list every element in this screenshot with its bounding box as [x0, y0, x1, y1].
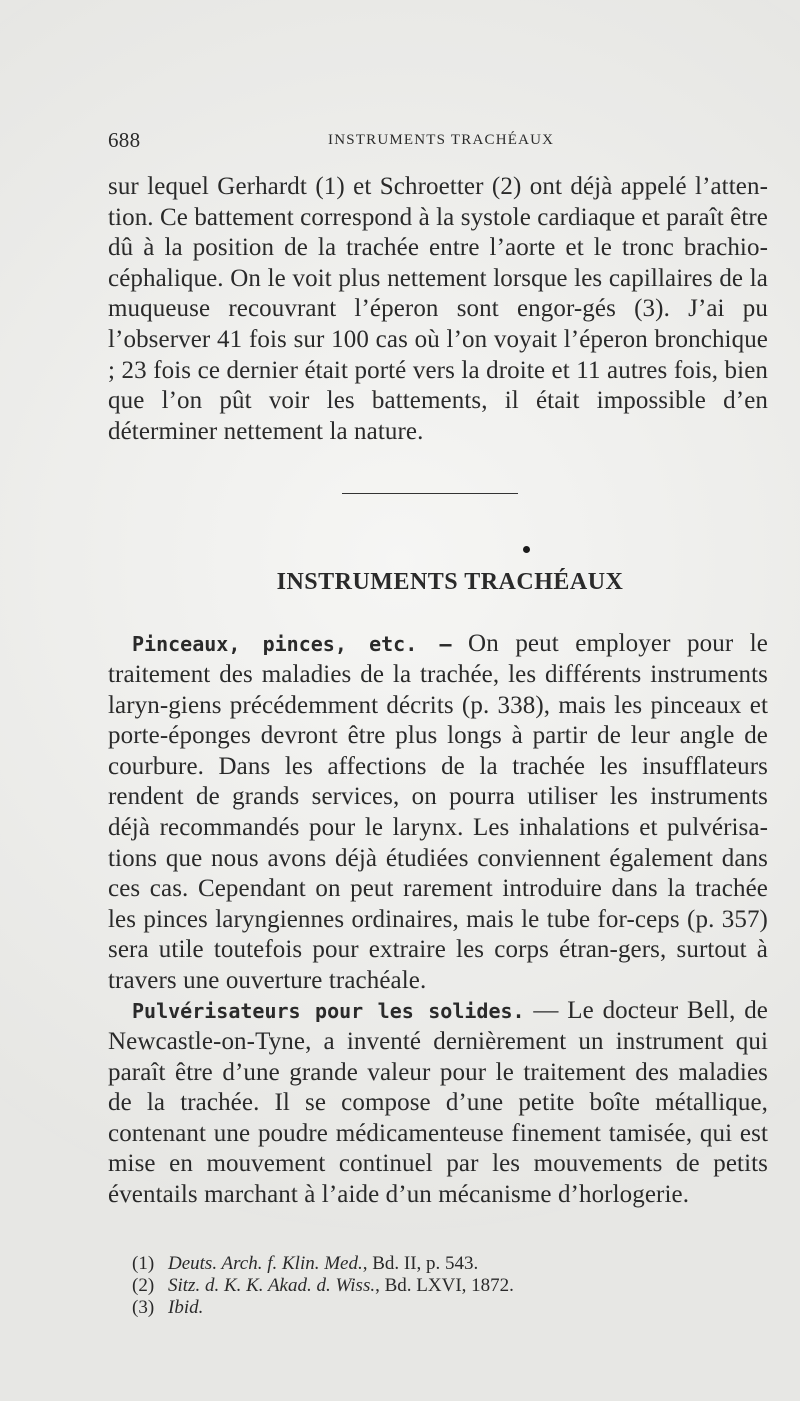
footnote-source: Sitz. d. K. K. Akad. d. Wiss. — [168, 1274, 376, 1296]
paragraph-text-pulverisateurs: — Le docteur Bell, de Newcastle-on-Tyne, a inventé dernièrement un instrument qui paraît être d’une grande valeur pour le traitement des maladies de la trachée. Il se compose d’une petite boîte métallique, contenant une poudre médicamenteuse finement tamisée, qui est mise en mouvement continuel par les mouvements de petits éventails marchant à l’aide d’un mécanisme d’horlogerie. — [108, 997, 769, 1209]
footnotes — [132, 1253, 768, 1319]
ornament-dot — [523, 546, 530, 553]
paragraph-text-pinceaux: On peut employer pour le traitement des maladies de la trachée, les différents instruments laryn-giens précédemment décrits (p. 338), mais les pinceaux et porte-éponges devront être plus longs à partir de leur angle de courbure. Dans les affections de la trachée les insufflateurs rendent de grands services, on pourra utiliser les instruments déjà recommandés pour le larynx. Les inhalations et pulvérisa-tions que nous avons déjà étudiées conviennent également dans ces cas. Cependant on peut rarement introduire dans la trachée les pinces laryngiennes ordinaires, mais le tube for-ceps (p. 357) sera utile toutefois pour extraire les corps étran-gers, surtout à travers une ouverture trachéale. — [108, 630, 769, 994]
footnote-number: (1) — [132, 1252, 155, 1274]
footnote — [132, 1275, 768, 1297]
footnote-details: , Bd. II, p. 543. — [362, 1252, 479, 1274]
footnote — [132, 1253, 768, 1275]
paragraph-pinceaux — [108, 629, 768, 996]
footnote — [132, 1297, 768, 1319]
section-title: INSTRUMENTS TRACHÉAUX — [276, 569, 624, 596]
footnote-number: (2) — [132, 1274, 155, 1296]
paragraph-lead-pinceaux: Pinceaux, pinces, etc. — — [132, 632, 452, 657]
running-head: INSTRUMENTS TRACHÉAUX — [328, 132, 555, 148]
continued-paragraph: sur lequel Gerhardt (1) et Schroetter (2) ont déjà appelé l’atten-tion. Ce battement correspond à la systole cardiaque et paraît être dû à la position de la trachée entre l’aorte et le tronc brachio-céphalique. On le voit plus nettement lorsque les capillaires de la muqueuse recouvrant l’éperon sont engor-gés (3). J’ai pu l’observer 41 fois sur 100 cas où l’on voyait l’éperon bronchique ; 23 fois ce dernier était porté vers la droite et 11 autres fois, bien que l’on pût voir les battements, il était impossible d’en déterminer nettement la nature. — [108, 173, 768, 445]
page-content — [108, 172, 768, 1319]
paragraph-pulverisateurs — [108, 996, 768, 1210]
page-number: 688 — [108, 128, 141, 152]
footnote-source: Deuts. Arch. f. Klin. Med. — [168, 1252, 363, 1274]
footnote-details: , Bd. LXVI, 1872. — [375, 1274, 514, 1296]
section-divider — [342, 493, 518, 494]
page-header — [108, 128, 768, 158]
footnote-number: (3) — [132, 1296, 155, 1318]
paragraph-lead-pulverisateurs: Pulvérisateurs pour les solides. — [132, 999, 525, 1024]
section-body — [108, 629, 768, 1210]
footnote-source: Ibid. — [168, 1296, 204, 1318]
